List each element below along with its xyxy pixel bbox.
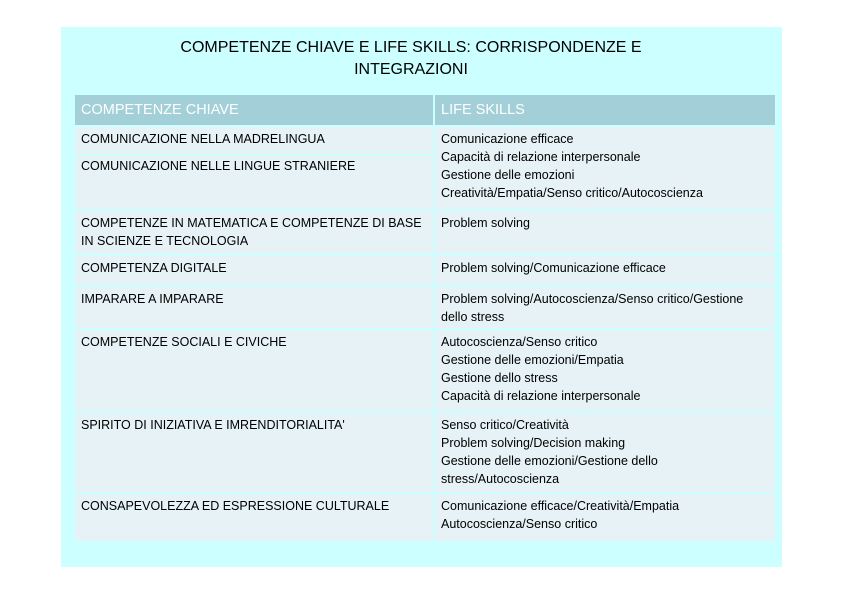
table-row [74,493,776,542]
life-skills-cell: Comunicazione efficace/Creatività/Empatia Autocoscienza/Senso critico [434,493,776,542]
competenza-cell: COMPETENZE IN MATEMATICA E COMPETENZE DI BASE IN SCIENZE E TECNOLOGIA [74,210,434,255]
slide-background [61,27,782,567]
competenza-cell: COMUNICAZIONE NELLE LINGUE STRANIERE [74,155,434,210]
life-skills-cell: Senso critico/Creatività Problem solving/Decision making Gestione delle emozioni/Gestione dello stress/Autocoscienza [434,412,776,493]
competences-table [73,93,777,543]
competenza-cell: COMPETENZA DIGITALE [74,255,434,286]
header-life-skills: LIFE SKILLS [434,94,776,126]
table-row [74,210,776,255]
life-skills-cell: Problem solving/Comunicazione efficace [434,255,776,286]
life-skills-cell: Problem solving/Autocoscienza/Senso critico/Gestione dello stress [434,286,776,329]
slide-title: COMPETENZE CHIAVE E LIFE SKILLS: CORRISPONDENZE E INTEGRAZIONI [180,39,642,78]
competenza-cell: CONSAPEVOLEZZA ED ESPRESSIONE CULTURALE [74,493,434,542]
competenza-cell: COMPETENZE SOCIALI E CIVICHE [74,329,434,412]
life-skills-cell: Autocoscienza/Senso critico Gestione delle emozioni/Empatia Gestione dello stress Capacità di relazione interpersonale [434,329,776,412]
table-row [74,126,776,155]
header-competenze-chiave: COMPETENZE CHIAVE [74,94,434,126]
life-skills-cell: Problem solving [434,210,776,255]
life-skills-cell: Comunicazione efficace Capacità di relazione interpersonale Gestione delle emozioni Creatività/Empatia/Senso critico/Autocoscienza [434,126,776,210]
table-row [74,412,776,493]
table-row [74,286,776,329]
table-row [74,255,776,286]
competenza-cell: SPIRITO DI INIZIATIVA E IMRENDITORIALITA' [74,412,434,493]
table-row [74,329,776,412]
table-header-row [74,94,776,126]
competenza-cell: COMUNICAZIONE NELLA MADRELINGUA [74,126,434,155]
competenza-cell: IMPARARE A IMPARARE [74,286,434,329]
